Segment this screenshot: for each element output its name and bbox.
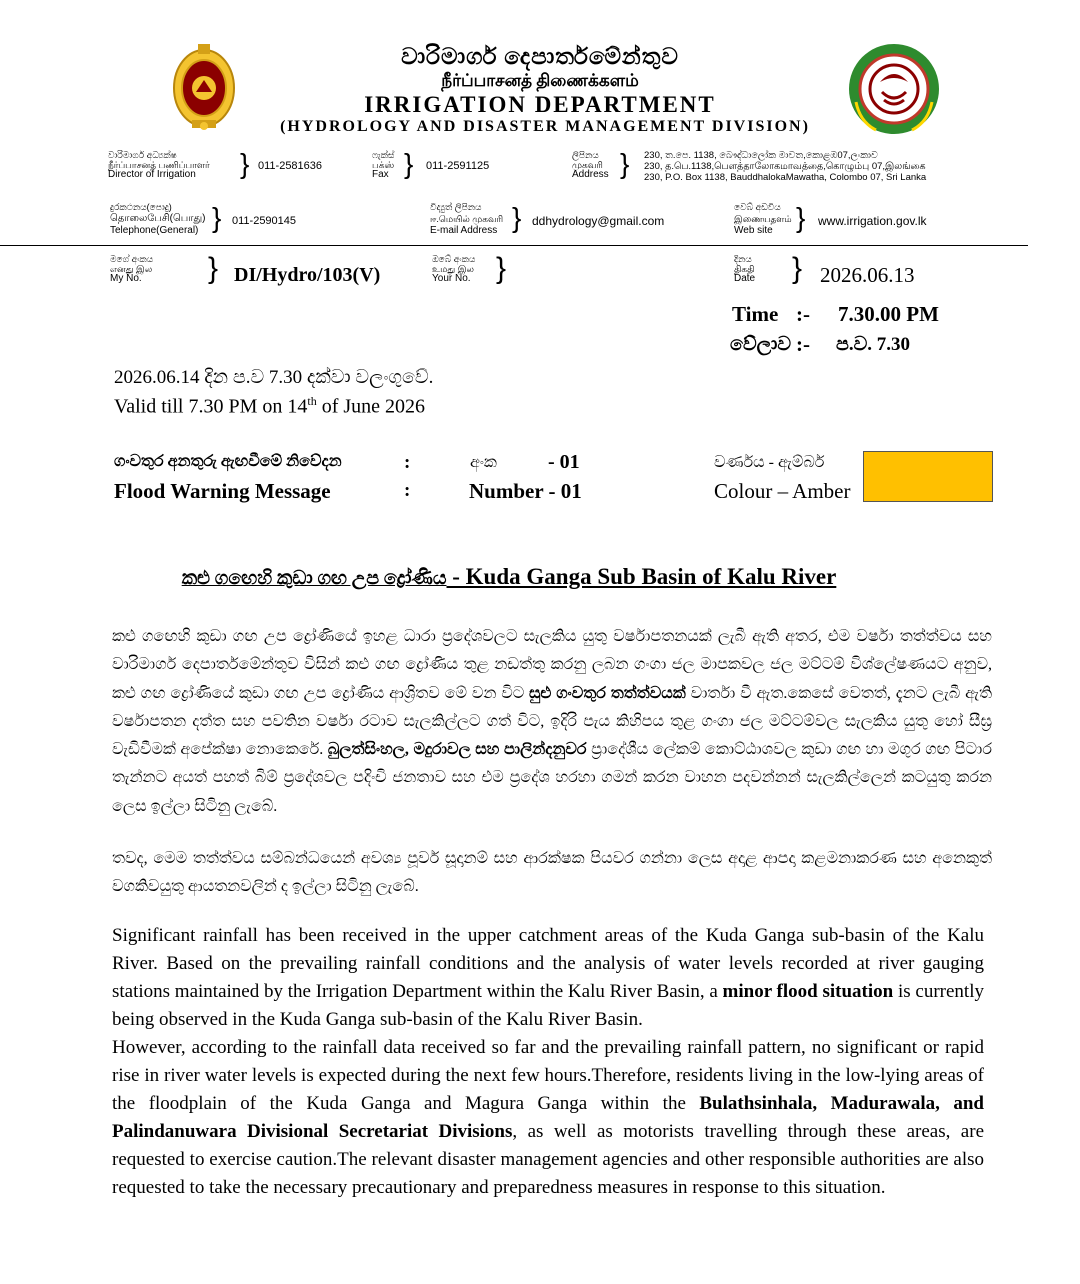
header-divider xyxy=(0,245,1028,246)
message-label-en: Flood Warning Message xyxy=(114,479,331,503)
number-value-si: - 01 xyxy=(548,451,580,473)
department-title-sinhala: වාරිමාර්ග දෙපාර්තමේන්තුව xyxy=(401,44,679,69)
sinhala-paragraph-2: තවද, මෙම තත්ත්වය සම්බන්ධයෙන් අවශ්‍ය පූර්ව සූදානම් සහ ආරක්ෂක පියවර ගන්නා ලෙස අදාළ ආපදා කළමනාකරණ සහ අනෙකුත් වගකිවයුතු ආයතනවලින් ද ඉල්ලා සිටිනු ලැබේ. xyxy=(112,850,992,896)
message-label-si: ගංවතුර අනතුරු ඇඟවීමේ නිවේදන xyxy=(114,453,342,470)
website-label: වෙබ් අඩවිය இணையதளம் Web site xyxy=(734,202,792,236)
date-label: දිනය திகதி Date xyxy=(734,254,756,284)
fax-number: 011-2591125 xyxy=(426,160,490,172)
brace-icon: } xyxy=(512,202,522,233)
my-no-value: DI/Hydro/103(V) xyxy=(234,264,381,286)
fax-label: ෆැක්ස් பக்ஸ் Fax xyxy=(372,150,395,180)
amber-colour-swatch xyxy=(863,451,993,502)
message-sep: : xyxy=(404,480,411,501)
department-title-tamil: நீர்ப்பாசனத் திணைக்களம் xyxy=(441,71,639,90)
sinhala-paragraph-1: කළු ගඟෙහි කුඩා ගඟ උප ද්‍රෝණියේ ඉහළ ධාරා ප්‍රදේශවලට සැලකිය යුතු වර්ෂාපතනයක් ලැබී ඇති අතර, එම වර්ෂා තත්ත්වය සහ වාරිමාර්ග දෙපාර්තමේන්තුව විසින් කළු ගඟ ද්‍රෝණිය තුළ නඩත්තු කරනු ලබන ගංගා ජල මාපකවල ජල මට්ටම් විශ්ලේෂණයට අනුව, කළු ගඟ ද්‍රෝණියේ කුඩා ගඟ උප ද්‍රෝණිය ආශ්‍රිතව මේ වන විට සුළු ගංවතුර තත්ත්වයක් වාර්තා වී ඇත.කෙසේ වෙතත්, දැනට ලැබී ඇති වර්ෂාපතන දත්ත සහ පවතින වර්ෂා රටාව සැලකිල්ලට ගත් විට, ඉදිරි පැය කිහිපය තුළ ගංගා ජල මට්ටම්වල සැලකිය යුතු හෝ සීඝ්‍ර වැඩිවීමක් අපේක්ෂා නොකෙරේ. බුලත්සිංහල, මදුරාවල සහ පාලින්දනුවර ප්‍රාදේශීය ලේකම් කොට්ඨාශවල කුඩා ගඟ හා මගුර ගඟ පිටාර තැන්නට අයත් පහත් බිම් ප්‍රදේශවල පදිංචි ජනතාව සහ එම ප්‍රදේශ හරහා ගමන් කරන වාහන පදවන්නන් සැලකිල්ලෙන් කටයුතු කරන ලෙස ඉල්ලා සිටිනු ලැබේ. xyxy=(112,628,992,815)
telephone-label: දුරකථනය(පොදු) தொலைபேசி(பொது) Telephone(General) xyxy=(110,202,206,236)
time-sep: :- xyxy=(796,332,810,356)
english-paragraph-2: However, according to the rainfall data received so far and the prevailing rainfall pattern, no significant or rapid rise in river water levels is expected during the next few hours.Therefore, residents living in the low-lying areas of the floodplain of the Kuda Ganga and Magura Ganga within the Bulathsinhala, Madurawala, and Palindanuwara Divisional Secretariat Divisions, as well as motorists travelling through these areas, are requested to exercise caution.The relevant disaster management agencies and other responsible authorities are also requested to take the necessary precautionary and preparedness measures in response to this situation. xyxy=(112,1037,985,1198)
colour-label-si: වර්ණය - ඇම්බර් xyxy=(714,454,825,471)
date-value: 2026.06.13 xyxy=(820,263,915,287)
website-url[interactable]: www.irrigation.gov.lk xyxy=(818,214,927,228)
brace-icon: } xyxy=(792,252,803,285)
brace-icon: } xyxy=(240,148,250,179)
my-no-label: මගේ අංකය எனது இல My No. xyxy=(110,254,154,284)
brace-icon: } xyxy=(796,202,806,233)
director-label: වාරිමාර්ග අධ්‍යක්ෂ நீர்ப்பாசனத் பணிப்பாளர் Director of Irrigation xyxy=(108,150,210,180)
your-no-label: ඔබේ අංකය உமது இல Your No. xyxy=(432,254,476,284)
brace-icon: } xyxy=(404,148,414,179)
brace-icon: } xyxy=(208,252,219,285)
division-title: (HYDROLOGY AND DISASTER MANAGEMENT DIVISION) xyxy=(280,118,810,135)
time-label-si: වේලාව xyxy=(730,334,792,355)
department-title-english: IRRIGATION DEPARTMENT xyxy=(364,92,716,117)
time-label-en: Time xyxy=(732,302,779,326)
telephone-number: 011-2590145 xyxy=(232,215,297,227)
time-sep: :- xyxy=(796,302,810,326)
message-sep: : xyxy=(404,452,411,473)
irrigation-department-logo-icon xyxy=(846,42,942,136)
number-value-en: Number - 01 xyxy=(469,479,582,503)
address-lines: 230, ත.පෙ. 1138, බෞද්ධාලෝක මාවත,කොළඹ07,ලංකාව 230, த.பெ.1138,பௌத்தாலோகமாவத்தை,கொழும்பு 07,இலங்கை 230, P.O. Box 1138, BauddhalokaMawatha, Colombo 07, Sri Lanka xyxy=(644,150,927,183)
email-label: විද්‍යුත් ලිපිනය ஈ.மெயில் முகவரி E-mail Address xyxy=(430,202,504,236)
brace-icon: } xyxy=(620,148,630,179)
validity-sinhala: 2026.06.14 දින ප.ව 7.30 දක්වා වලංගුවේ. xyxy=(114,367,434,388)
brace-icon: } xyxy=(496,252,507,285)
sri-lanka-emblem-icon xyxy=(168,42,240,132)
basin-heading: කළු ගඟෙහි කුඩා ගඟ උප ද්‍රෝණිය - Kuda Ganga Sub Basin of Kalu River xyxy=(181,564,837,589)
email-address[interactable]: ddhydrology@gmail.com xyxy=(532,214,665,228)
validity-english: Valid till 7.30 PM on 14th of June 2026 xyxy=(114,394,426,418)
director-phone: 011-2581636 xyxy=(258,160,323,172)
address-label: ලිපිනය முகவரி Address xyxy=(572,150,609,180)
brace-icon: } xyxy=(212,202,222,233)
colour-label-en: Colour – Amber xyxy=(714,479,851,503)
english-paragraph-1: Significant rainfall has been received in the upper catchment areas of the Kuda Ganga sub-basin of the Kalu River. Based on the prevailing rainfall conditions and the analysis of water levels recorded at river gauging stations maintained by the Irrigation Department within the Kalu River Basin, a minor flood situation is currently being observed in the Kuda Ganga sub-basin of the Kalu River Basin. xyxy=(112,925,984,1030)
time-value-en: 7.30.00 PM xyxy=(838,302,939,326)
number-label-si: අංක xyxy=(470,454,497,471)
time-value-si: ප.ව. 7.30 xyxy=(836,334,911,355)
